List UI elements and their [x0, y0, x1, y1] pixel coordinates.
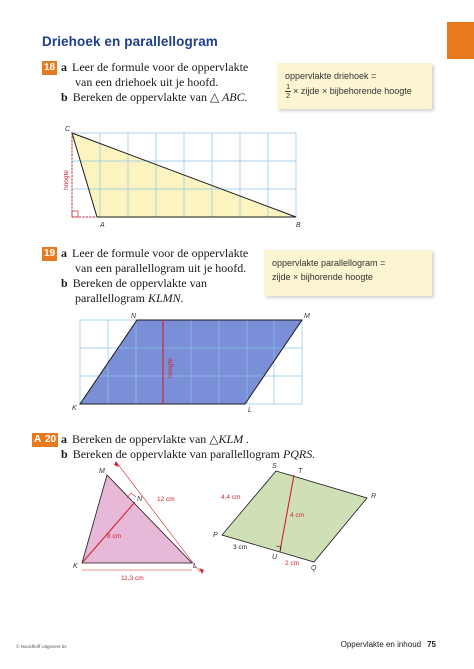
formula-note-parallelogram: oppervlakte parallellogram = zijde × bijhorende hoogte [264, 250, 432, 296]
copyright: © Noordhoff Uitgevers bv [16, 644, 67, 649]
vertex-label: M [99, 468, 105, 475]
page-footer: Oppervlakte en inhoud 75 [340, 640, 436, 649]
exercise-18-part-a: a Leer de formule voor de oppervlakte [61, 60, 249, 74]
section-title: Driehoek en parallellogram [42, 34, 218, 49]
segment-measure: 2 cm [285, 560, 300, 567]
exercise-number: 18 [44, 62, 56, 73]
base-measure: 11,3 cm [121, 575, 144, 582]
exercise-number-20: 20 [45, 434, 57, 445]
triangle-abc-figure [63, 126, 301, 229]
right-angle-marker [72, 211, 78, 217]
vertex-label: L [193, 563, 197, 570]
vertex-label: K [72, 405, 77, 412]
exercise-18-part-a-cont: van een driehoek uit je hoofd. [75, 75, 219, 89]
exercise-18-part-b: b Bereken de oppervlakte van △ ABC. [61, 90, 248, 104]
vertex-label: Q [311, 565, 317, 572]
parallelogram-klmn-figure [72, 313, 310, 414]
exercise-20-part-a: a Bereken de oppervlakte van △KLM . [61, 432, 250, 446]
exercise-number: A [34, 434, 42, 445]
vertex-label: N [131, 313, 137, 320]
vertex-label: L [248, 407, 252, 414]
vertex-label: M [304, 313, 310, 320]
height-label: hoogte [167, 358, 174, 378]
vertex-label: P [213, 532, 218, 539]
height-label: hoogte [63, 170, 70, 190]
parallelogram-pqrs-figure [213, 463, 376, 572]
vertex-label: T [298, 468, 303, 475]
vertex-label: K [73, 563, 78, 570]
side-measure: 12 cm [157, 496, 175, 503]
segment-measure: 3 cm [233, 544, 248, 551]
exercise-19-part-b-cont: parallellogram KLMN. [75, 291, 184, 305]
vertex-label: C [65, 126, 71, 133]
exercise-20-part-b: b Bereken de oppervlakte van parallellogram PQRS. [61, 447, 316, 461]
vertex-label: A [100, 222, 105, 229]
arrow-head [199, 568, 204, 574]
exercise-19-part-a: a Leer de formule voor de oppervlakte [61, 246, 249, 260]
exercise-19-part-b: b Bereken de oppervlakte van [61, 276, 207, 290]
formula-note-triangle: oppervlakte driehoek = $\frac{1}{2}$ × zijde × bijbehorende hoogte [277, 63, 432, 109]
triangle-klm [82, 475, 192, 563]
arrow-head [114, 461, 119, 467]
exercise-number: 19 [44, 248, 56, 259]
side-measure: 4,4 cm [221, 494, 241, 501]
height-measure: 8 cm [107, 533, 122, 540]
vertex-label: R [371, 493, 377, 500]
triangle-klm-figure [73, 461, 204, 582]
vertex-label: B [296, 222, 301, 229]
vertex-label: U [272, 554, 278, 561]
vertex-label: S [272, 463, 277, 470]
exercise-19-part-a-cont: van een parallellogram uit je hoofd. [75, 261, 247, 275]
vertex-label: N [137, 496, 143, 503]
height-measure: 4 cm [290, 512, 305, 519]
